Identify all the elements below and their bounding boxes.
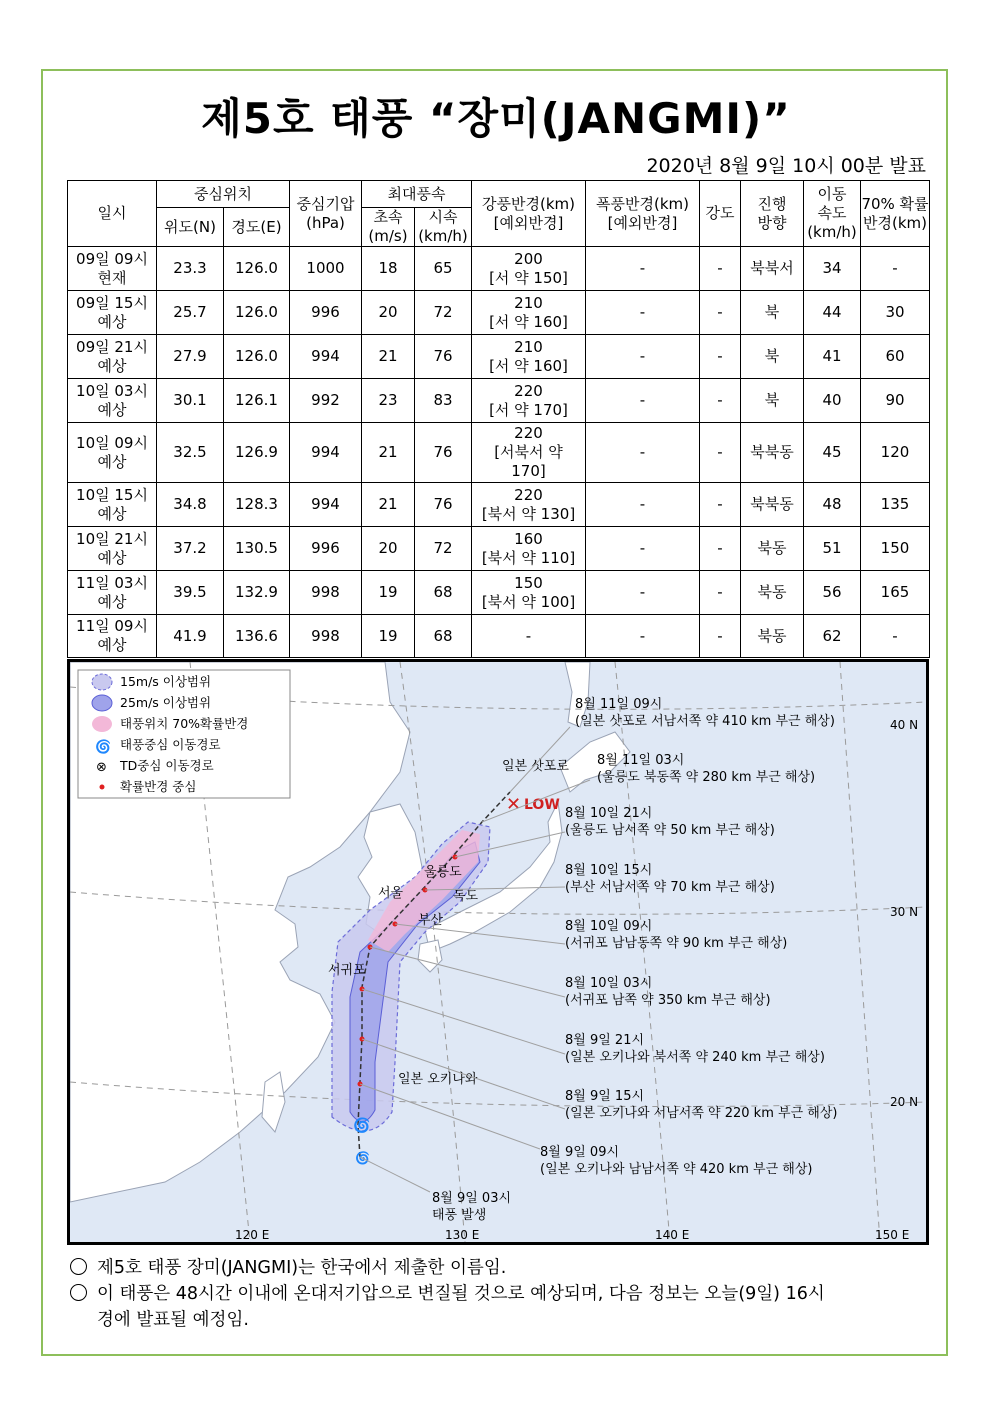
cell-lon: 126.0 <box>224 247 290 291</box>
cell-storm-radius: - <box>586 335 700 379</box>
cell-prob-radius: 120 <box>861 423 930 483</box>
cell-wind-kmh: 72 <box>415 291 472 335</box>
cell-storm-radius: - <box>586 571 700 615</box>
cell-wind-kmh: 76 <box>415 483 472 527</box>
cell-speed: 62 <box>804 615 861 658</box>
annotation-desc: 태풍 발생 <box>432 1208 487 1223</box>
annotation-desc: (울릉도 남서쪽 약 50 km 부근 해상) <box>565 823 775 838</box>
cell-wind-ms: 19 <box>362 571 415 615</box>
cell-storm-radius: - <box>586 423 700 483</box>
note-text: 경에 발표될 예정임. <box>97 1310 249 1330</box>
header-lat: 위도(N) <box>157 208 224 247</box>
lon-150-line <box>840 662 880 1242</box>
annotation-desc: (서귀포 남쪽 약 350 km 부근 해상) <box>565 993 771 1008</box>
legend-prob-icon <box>92 716 112 732</box>
cell-speed: 40 <box>804 379 861 423</box>
cell-wind-ms: 23 <box>362 379 415 423</box>
cell-strong-radius: - <box>472 615 586 658</box>
cell-wind-kmh: 76 <box>415 423 472 483</box>
cell-prob-radius: 135 <box>861 483 930 527</box>
cell-direction: 북동 <box>741 527 804 571</box>
cell-direction: 북북동 <box>741 423 804 483</box>
cell-direction: 북북서 <box>741 247 804 291</box>
header-center-position: 중심위치 <box>157 181 290 208</box>
cell-lat: 32.5 <box>157 423 224 483</box>
cell-direction: 북 <box>741 291 804 335</box>
low-label: LOW <box>524 797 560 813</box>
place-okinawa: 일본 오키나와 <box>398 1072 478 1087</box>
legend-15ms-icon <box>92 674 112 690</box>
cell-direction: 북북동 <box>741 483 804 527</box>
header-intensity: 강도 <box>700 181 741 247</box>
cell-intensity: - <box>700 379 741 423</box>
cell-time: 10일 09시 예상 <box>68 423 157 483</box>
cell-intensity: - <box>700 247 741 291</box>
cell-strong-radius: 220 [북서 약 130] <box>472 483 586 527</box>
note-text: 이 태풍은 48시간 이내에 온대저기압으로 변질될 것으로 예상되며, 다음 정보는 오늘(9일) 16시 <box>97 1284 825 1304</box>
annotation-desc: (일본 삿포로 서남서쪽 약 410 km 부근 해상) <box>575 714 835 729</box>
annotation-time: 8월 9일 15시 <box>565 1089 645 1104</box>
cell-strong-radius: 220 [서 약 170] <box>472 379 586 423</box>
annotation-time: 8월 11일 09시 <box>575 697 663 712</box>
cell-time: 10일 21시 예상 <box>68 527 157 571</box>
note-2 <box>70 1281 930 1333</box>
cell-lat: 41.9 <box>157 615 224 658</box>
cell-time: 09일 21시 예상 <box>68 335 157 379</box>
annotation-time: 8월 10일 15시 <box>565 863 653 878</box>
header-lon: 경도(E) <box>224 208 290 247</box>
cell-lat: 23.3 <box>157 247 224 291</box>
cell-intensity: - <box>700 335 741 379</box>
legend-label: 15m/s 이상범위 <box>120 674 212 689</box>
place-busan: 부산 <box>418 913 444 928</box>
cell-intensity: - <box>700 423 741 483</box>
annotation-time: 8월 11일 03시 <box>597 753 685 768</box>
cell-lat: 30.1 <box>157 379 224 423</box>
lon-label-120: 120 E <box>235 1228 270 1242</box>
cell-lon: 130.5 <box>224 527 290 571</box>
header-wind-ms: 초속 (m/s) <box>362 208 415 247</box>
cell-lat: 34.8 <box>157 483 224 527</box>
annotation-time: 8월 10일 03시 <box>565 976 653 991</box>
cell-storm-radius: - <box>586 615 700 658</box>
annotation-desc: (서귀포 남남동쪽 약 90 km 부근 해상) <box>565 936 788 951</box>
cell-intensity: - <box>700 483 741 527</box>
cell-strong-radius: 210 [서 약 160] <box>472 291 586 335</box>
cell-lon: 126.0 <box>224 335 290 379</box>
lon-label-150: 150 E <box>875 1228 910 1242</box>
map-legend <box>78 670 290 798</box>
header-speed: 이동 속도 (km/h) <box>804 181 861 247</box>
cell-wind-ms: 20 <box>362 291 415 335</box>
cell-wind-kmh: 76 <box>415 335 472 379</box>
cell-storm-radius: - <box>586 291 700 335</box>
cell-intensity: - <box>700 615 741 658</box>
annotation-desc: (일본 오키나와 남남서쪽 약 420 km 부근 해상) <box>540 1162 813 1177</box>
cell-lat: 37.2 <box>157 527 224 571</box>
legend-prob-center-icon <box>100 785 105 790</box>
cell-wind-kmh: 68 <box>415 571 472 615</box>
cell-lon: 132.9 <box>224 571 290 615</box>
annotation-time: 8월 10일 21시 <box>565 806 653 821</box>
table-row <box>68 423 930 483</box>
annotation-time: 8월 9일 03시 <box>432 1191 512 1206</box>
cell-lon: 128.3 <box>224 483 290 527</box>
leader-line <box>360 1157 430 1192</box>
cell-intensity: - <box>700 291 741 335</box>
annotation-time: 8월 9일 21시 <box>565 1033 645 1048</box>
cell-storm-radius: - <box>586 379 700 423</box>
table-row <box>68 335 930 379</box>
legend-label: TD중심 이동경로 <box>120 758 214 773</box>
header-datetime: 일시 <box>68 181 157 247</box>
legend-label: 확률반경 중심 <box>120 779 197 794</box>
note-text: 제5호 태풍 장미(JANGMI)는 한국에서 제출한 이름임. <box>97 1258 507 1278</box>
cell-direction: 북동 <box>741 615 804 658</box>
annotation-desc: (부산 서남서쪽 약 70 km 부근 해상) <box>565 880 775 895</box>
cell-strong-radius: 210 [서 약 160] <box>472 335 586 379</box>
cell-storm-radius: - <box>586 527 700 571</box>
annotation-desc: (일본 오키나와 북서쪽 약 240 km 부근 해상) <box>565 1050 825 1065</box>
cell-pressure: 992 <box>290 379 362 423</box>
cell-lon: 126.1 <box>224 379 290 423</box>
cell-wind-ms: 19 <box>362 615 415 658</box>
cell-wind-ms: 20 <box>362 527 415 571</box>
header-wind-kmh: 시속 (km/h) <box>415 208 472 247</box>
cell-prob-radius: 30 <box>861 291 930 335</box>
page-title: 제5호 태풍 “장미(JANGMI)” <box>201 94 791 143</box>
place-seoul: 서울 <box>378 886 404 901</box>
legend-td-track-icon: ⊗ <box>96 760 107 775</box>
cell-wind-ms: 18 <box>362 247 415 291</box>
japan-kyushu <box>418 940 442 972</box>
legend-typhoon-track-icon: 🌀 <box>95 740 112 755</box>
cell-speed: 44 <box>804 291 861 335</box>
cell-prob-radius: 150 <box>861 527 930 571</box>
table-row <box>68 379 930 423</box>
cell-wind-kmh: 65 <box>415 247 472 291</box>
cell-prob-radius: 165 <box>861 571 930 615</box>
header-strong-radius: 강풍반경(km) [예외반경] <box>472 181 586 247</box>
lat-label-40: 40 N <box>890 718 919 732</box>
cell-wind-kmh: 83 <box>415 379 472 423</box>
bullet-circle-icon <box>70 1284 87 1301</box>
cell-lon: 126.0 <box>224 291 290 335</box>
cell-speed: 51 <box>804 527 861 571</box>
place-dokdo: 독도 <box>453 889 479 904</box>
cell-pressure: 1000 <box>290 247 362 291</box>
cell-pressure: 998 <box>290 571 362 615</box>
cell-prob-radius: - <box>861 247 930 291</box>
cell-wind-ms: 21 <box>362 335 415 379</box>
cell-wind-kmh: 72 <box>415 527 472 571</box>
legend-25ms-icon <box>92 695 112 711</box>
header-pressure: 중심기압 (hPa) <box>290 181 362 247</box>
place-sapporo: 일본 삿포로 <box>502 759 569 774</box>
low-x-icon: ✕ <box>506 794 522 815</box>
cell-prob-radius: 90 <box>861 379 930 423</box>
cell-strong-radius: 200 [서 약 150] <box>472 247 586 291</box>
legend-label: 태풍중심 이동경로 <box>120 737 221 752</box>
cell-wind-kmh: 68 <box>415 615 472 658</box>
place-seogwipo: 서귀포 <box>328 963 366 978</box>
annotation-time: 8월 10일 09시 <box>565 919 653 934</box>
bullet-circle-icon <box>70 1258 87 1275</box>
typhoon-origin-icon: 🌀 <box>355 1151 370 1165</box>
note-1 <box>70 1255 506 1281</box>
lat-label-30: 30 N <box>890 905 919 919</box>
table-row <box>68 291 930 335</box>
cell-pressure: 994 <box>290 483 362 527</box>
cell-lat: 39.5 <box>157 571 224 615</box>
cell-pressure: 998 <box>290 615 362 658</box>
legend-label: 태풍위치 70%확률반경 <box>120 716 249 731</box>
cell-direction: 북 <box>741 335 804 379</box>
cell-time: 09일 09시 현재 <box>68 247 157 291</box>
cell-time: 11일 03시 예상 <box>68 571 157 615</box>
table-row <box>68 247 930 291</box>
cell-intensity: - <box>700 527 741 571</box>
cell-lon: 126.9 <box>224 423 290 483</box>
typhoon-symbol-icon: 🌀 <box>353 1118 371 1134</box>
place-ulleungdo: 울릉도 <box>424 865 462 880</box>
header-max-wind: 최대풍속 <box>362 181 472 208</box>
cell-strong-radius: 220 [서북서 약 170] <box>472 423 586 483</box>
issue-time: 2020년 8월 9일 10시 00분 발표 <box>646 155 926 177</box>
cell-lon: 136.6 <box>224 615 290 658</box>
cell-speed: 34 <box>804 247 861 291</box>
cell-strong-radius: 160 [북서 약 110] <box>472 527 586 571</box>
cell-wind-ms: 21 <box>362 423 415 483</box>
cell-speed: 56 <box>804 571 861 615</box>
cell-time: 10일 03시 예상 <box>68 379 157 423</box>
cell-pressure: 994 <box>290 423 362 483</box>
cell-direction: 북동 <box>741 571 804 615</box>
annotation-time: 8월 9일 09시 <box>540 1145 620 1160</box>
cell-speed: 48 <box>804 483 861 527</box>
cell-pressure: 996 <box>290 527 362 571</box>
table-row <box>68 615 930 658</box>
cell-pressure: 996 <box>290 291 362 335</box>
cell-pressure: 994 <box>290 335 362 379</box>
legend-label: 25m/s 이상범위 <box>120 695 212 710</box>
cell-prob-radius: - <box>861 615 930 658</box>
cell-prob-radius: 60 <box>861 335 930 379</box>
cell-strong-radius: 150 [북서 약 100] <box>472 571 586 615</box>
header-storm-radius: 폭풍반경(km) [예외반경] <box>586 181 700 247</box>
table-row <box>68 483 930 527</box>
cell-speed: 41 <box>804 335 861 379</box>
cell-storm-radius: - <box>586 483 700 527</box>
table-row <box>68 571 930 615</box>
table-row <box>68 527 930 571</box>
lon-label-140: 140 E <box>655 1228 690 1242</box>
lon-label-130: 130 E <box>445 1228 480 1242</box>
track-map <box>67 659 929 1245</box>
cell-direction: 북 <box>741 379 804 423</box>
header-prob-radius: 70% 확률 반경(km) <box>861 181 930 247</box>
forecast-table <box>67 180 930 658</box>
annotation-desc: (일본 오키나와 서남서쪽 약 220 km 부근 해상) <box>565 1106 838 1121</box>
cell-time: 10일 15시 예상 <box>68 483 157 527</box>
cell-time: 11일 09시 예상 <box>68 615 157 658</box>
cell-wind-ms: 21 <box>362 483 415 527</box>
header-direction: 진행 방향 <box>741 181 804 247</box>
lat-label-20: 20 N <box>890 1095 919 1109</box>
cell-speed: 45 <box>804 423 861 483</box>
cell-time: 09일 15시 예상 <box>68 291 157 335</box>
annotation-desc: (울릉도 북동쪽 약 280 km 부근 해상) <box>597 770 816 785</box>
cell-lat: 27.9 <box>157 335 224 379</box>
cell-storm-radius: - <box>586 247 700 291</box>
cell-lat: 25.7 <box>157 291 224 335</box>
cell-intensity: - <box>700 571 741 615</box>
